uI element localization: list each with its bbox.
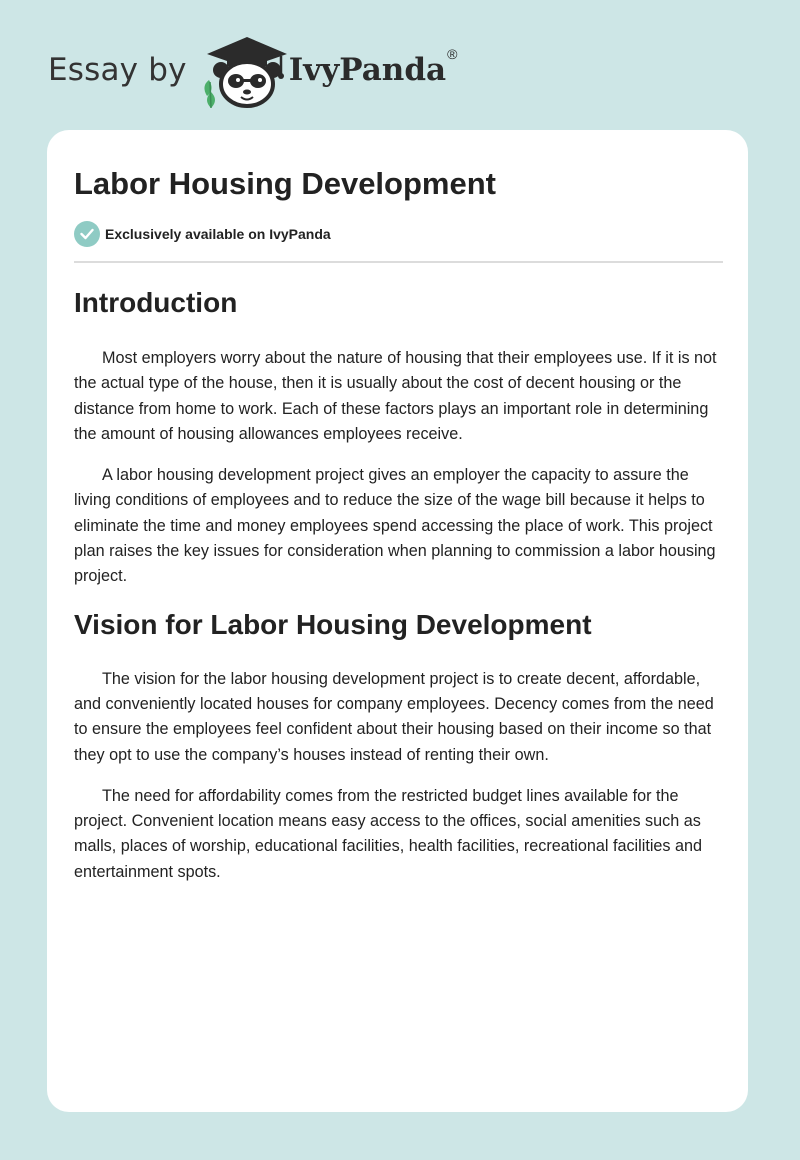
paragraph: The need for affordability comes from the restricted budget lines available for the project. Convenient location means easy access to the offices, social amenities such as malls, places of worship, educational facilities, health facilities, recreational facilities and entertainment spots.: [74, 786, 703, 881]
essay-by-label: Essay by: [48, 52, 187, 88]
panda-graduate-icon[interactable]: [197, 30, 297, 110]
paragraph: The vision for the labor housing development project is to create decent, affordable, and conveniently located houses for company employees. Decency comes from the need to ensure the employees feel confident about their housing based on their income so that they opt to use the company’s houses instead of renting their own.: [74, 669, 714, 764]
divider: [74, 261, 723, 263]
paragraph: A labor housing development project gives an employer the capacity to assure the living conditions of employees and to reduce the size of the wage bill because it helps to eliminate the time and money employees spend accessing the place of work. This project plan raises the key issues for consideration when planning to commission a labor housing project.: [74, 466, 716, 586]
article-body: [74, 280, 726, 885]
brand-name[interactable]: IvyPanda®: [288, 45, 458, 88]
site-header: [48, 30, 457, 110]
section-heading-introduction: Introduction: [74, 287, 238, 318]
page-title: Labor Housing Development: [74, 166, 496, 201]
exclusive-badge: [74, 221, 331, 247]
section-heading-vision: Vision for Labor Housing Development: [74, 608, 592, 640]
check-circle-icon: [74, 221, 100, 247]
essay-card: [47, 130, 748, 1112]
registered-mark: ®: [447, 45, 458, 62]
badge-text: Exclusively available on IvyPanda: [105, 226, 331, 242]
paragraph: Most employers worry about the nature of housing that their employees use. If it is not the actual type of the house, then it is usually about the cost of decent housing or the distance from home to work. Each of these factors plays an important role in determining the amount of housing allowances employees receive.: [74, 349, 717, 443]
